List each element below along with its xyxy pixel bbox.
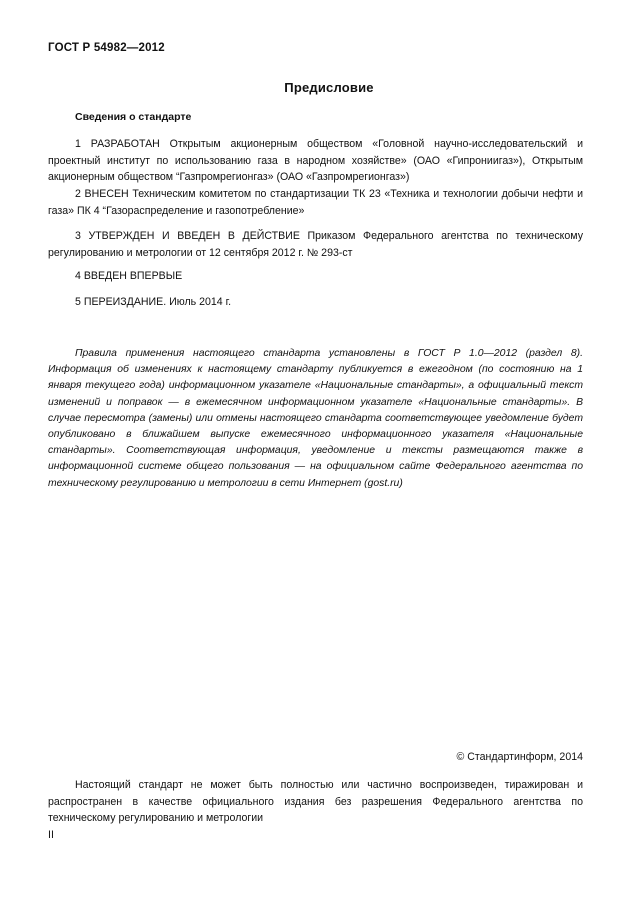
section-heading: Сведения о стандарте xyxy=(75,111,192,123)
page-number: II xyxy=(48,829,54,841)
copyright-line: © Стандартинформ, 2014 xyxy=(456,751,583,763)
standard-code: ГОСТ Р 54982—2012 xyxy=(48,42,165,54)
page-title: Предисловие xyxy=(284,80,374,95)
paragraph-approved: 3 УТВЕРЖДЕН И ВВЕДЕН В ДЕЙСТВИЕ Приказом Федерального агентства по техническому регулированию и метрологии от 12 сентября 2012 г. № 293-ст xyxy=(48,230,583,259)
paragraph-introduced-by: 2 ВНЕСЕН Техническим комитетом по стандартизации ТК 23 «Техника и технологии добычи нефти и газа» ПК 4 “Газораспределение и газопотребление» xyxy=(48,188,583,217)
application-rules-notice: Правила применения настоящего стандарта установлены в ГОСТ Р 1.0—2012 (раздел 8). Информация об изменениях к настоящему стандарту публикуется в ежегодном (по состоянию на 1 января текущего года) информационном указателе «Национальные стандарты», а официальный текст изменений и поправок — в ежемесячном информационном указателе «Национальные стандарты». В случае пересмотра (замены) или отмены настоящего стандарта соответствующее уведомление будет опубликовано в ближайшем выпуске ежемесячного информационного указателя «Национальные стандарты». Соответствующая информация, уведомление и тексты размещаются также в информационной системе общего пользования — на официальном сайте Федерального агентства по техническому регулированию и метрологии в сети Интернет (gost.ru) xyxy=(48,348,583,489)
paragraph-republication: 5 ПЕРЕИЗДАНИЕ. Июль 2014 г. xyxy=(75,296,232,308)
paragraph-developed-by: 1 РАЗРАБОТАН Открытым акционерным обществом «Головной научно-исследовательский и проектный институт по использованию газа в народном хозяйстве» (ОАО «Гипрониигаз»), Открытым акционерным обществом “Газпромрегионгаз» (ОАО «Газпромрегионгаз») xyxy=(48,138,583,183)
paragraph-first-introduced: 4 ВВЕДЕН ВПЕРВЫЕ xyxy=(75,270,183,282)
reproduction-notice: Настоящий стандарт не может быть полностью или частично воспроизведен, тиражирован и распространен в качестве официального издания без разрешения Федерального агентства по техническому регулированию и метрологии xyxy=(48,779,583,824)
